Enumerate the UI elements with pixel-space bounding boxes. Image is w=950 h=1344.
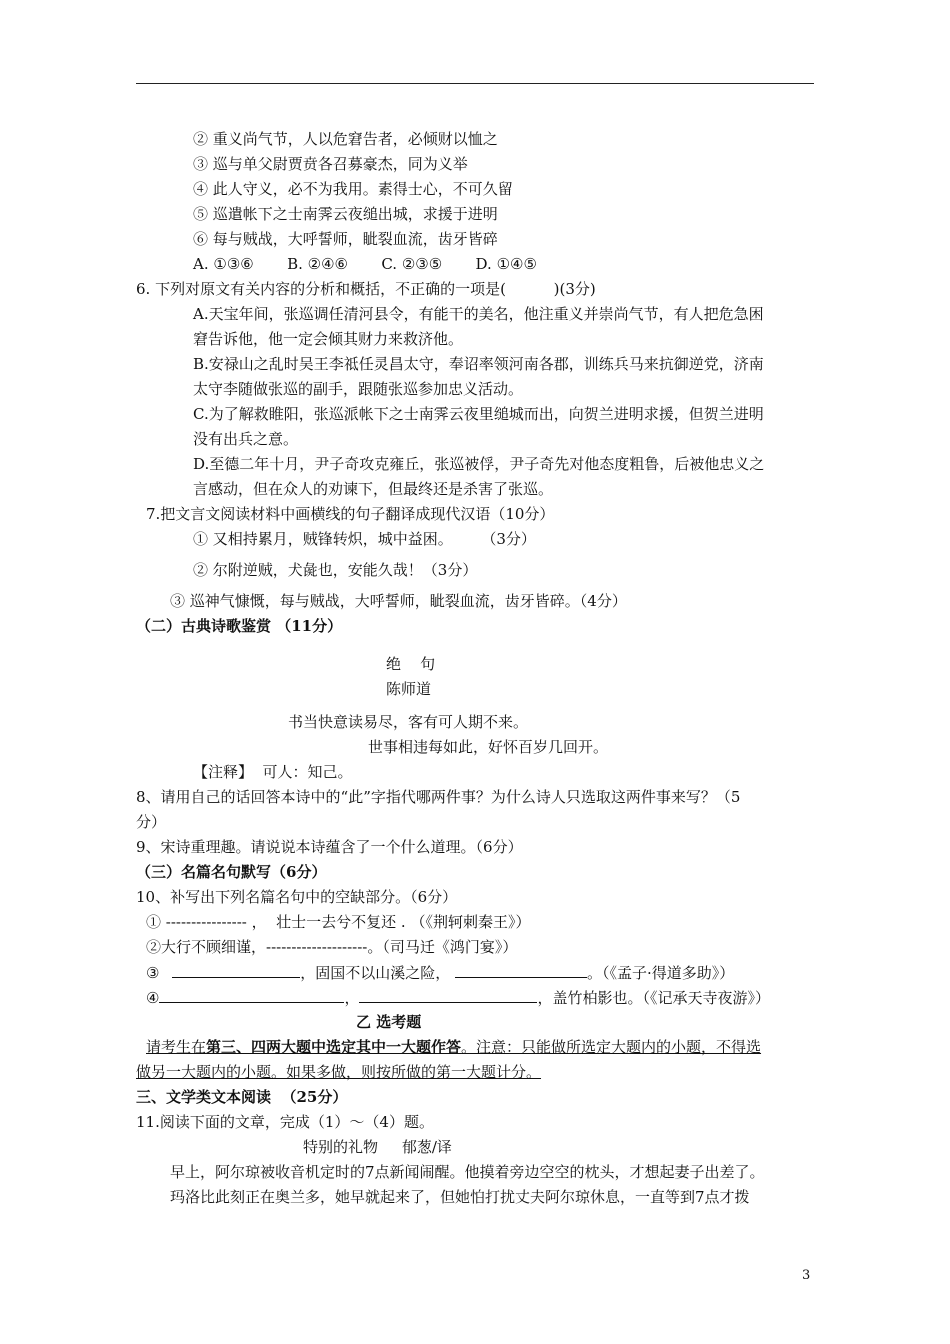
- option-6: ⑥ 每与贼战，大呼誓师，眦裂血流，齿牙皆碎: [193, 230, 498, 248]
- question-8-line2: 分）: [136, 813, 167, 831]
- q7-sentence-1: ① 又相持累月，贼锋转炽，城中益困。 （3分）: [193, 530, 536, 548]
- question-11-stem: 11.阅读下面的文章，完成（1）～（4）题。: [136, 1113, 434, 1131]
- recitation-4: ④ ， ，盖竹柏影也。（《记承天寺夜游》）: [146, 986, 770, 1009]
- poem-line-2: 世事相违每如此，好怀百岁几回开。: [368, 738, 609, 756]
- poem-line-1: 书当快意读易尽，客有可人期不来。: [288, 713, 529, 731]
- answer-blank[interactable]: [172, 961, 300, 978]
- page-number: 3: [802, 1268, 811, 1283]
- question-10-stem: 10、补写出下列名篇名句中的空缺部分。（6分）: [136, 888, 458, 906]
- q6-option-d-line1: D.至德二年十月，尹子奇攻克雍丘，张巡被俘，尹子奇先对他态度粗鲁，后被他忠义之: [193, 455, 765, 473]
- header-rule: [136, 83, 814, 84]
- option-4: ④ 此人守义，必不为我用。素得士心，不可久留: [193, 180, 513, 198]
- instruction-line-2: 做另一大题内的小题。如果多做，则按所做的第一大题计分。: [136, 1063, 542, 1081]
- q6-option-a-line1: A.天宝年间，张巡调任清河县令，有能干的美名，他注重义并崇尚气节，有人把危急困: [193, 305, 764, 323]
- answer-blank[interactable]: [455, 961, 587, 978]
- question-9: 9、宋诗重理趣。请说说本诗蕴含了一个什么道理。（6分）: [136, 838, 523, 856]
- poem-note: 【注释】 可人：知己。: [193, 763, 353, 781]
- answer-blank[interactable]: [359, 986, 537, 1003]
- q6-option-a-line2: 窘告诉他，他一定会倾其财力来救济他。: [193, 330, 464, 348]
- option-3: ③ 巡与单父尉贾贲各召募豪杰，同为义举: [193, 155, 468, 173]
- q6-option-b-line1: B.安禄山之乱时吴王李祗任灵昌太守，奉诏率领河南各郡，训练兵马来抗御逆党，济南: [193, 355, 764, 373]
- part-b-title: 乙 选考题: [356, 1013, 422, 1031]
- choice-line: A. ①③⑥ B. ②④⑥ C. ②③⑤ D. ①④⑤: [193, 255, 537, 273]
- section-2-heading: （二）古典诗歌鉴赏 （11分）: [136, 617, 343, 635]
- poem-title: 绝 句: [386, 655, 436, 673]
- question-6-stem: 6. 下列对原文有关内容的分析和概括，不正确的一项是( )(3分): [136, 280, 596, 298]
- question-8-line1: 8、请用自己的话回答本诗中的“此”字指代哪两件事？为什么诗人只选取这两件事来写？（5: [136, 788, 741, 806]
- option-5: ⑤ 巡遣帐下之士南霁云夜缒出城，求援于进明: [193, 205, 498, 223]
- story-title: 特别的礼物 郁葱/译: [303, 1138, 452, 1156]
- q7-sentence-2: ② 尔附逆贼，犬彘也，安能久哉！（3分）: [193, 561, 478, 579]
- answer-blank[interactable]: [159, 986, 344, 1003]
- poem-author: 陈师道: [386, 680, 432, 698]
- q6-option-d-line2: 言感动，但在众人的劝谏下，但最终还是杀害了张巡。: [193, 480, 554, 498]
- section-4-heading: 三、文学类文本阅读 （25分）: [136, 1088, 348, 1106]
- q7-sentence-3: ③ 巡神气慷慨，每与贼战，大呼誓师，眦裂血流，齿牙皆碎。（4分）: [170, 592, 627, 610]
- recitation-3: ③ ，固国不以山溪之险， 。（《孟子·得道多助》）: [146, 961, 734, 984]
- story-paragraph-2: 玛洛比此刻正在奥兰多，她早就起来了，但她怕打扰丈夫阿尔琼休息，一直等到7点才拨: [170, 1188, 750, 1206]
- q6-option-b-line2: 太守李随做张巡的副手，跟随张巡参加忠义活动。: [193, 380, 524, 398]
- story-paragraph-1: 早上，阿尔琼被收音机定时的7点新闻闹醒。他摸着旁边空空的枕头，才想起妻子出差了。: [170, 1163, 765, 1181]
- section-3-heading: （三）名篇名句默写（6分）: [136, 863, 327, 881]
- option-2: ② 重义尚气节，人以危窘告者，必倾财以恤之: [193, 130, 498, 148]
- recitation-1: ① ---------------- ， 壮士一去兮不复还 . （《荆轲刺秦王》）: [146, 913, 531, 931]
- instruction-line-1: 请考生在第三、四两大题中选定其中一大题作答。注意：只能做所选定大题内的小题，不得选: [146, 1038, 762, 1056]
- q6-option-c-line2: 没有出兵之意。: [193, 430, 299, 448]
- question-7-stem: 7.把文言文阅读材料中画横线的句子翻译成现代汉语（10分）: [146, 505, 555, 523]
- q6-option-c-line1: C.为了解救睢阳，张巡派帐下之士南霁云夜里缒城而出，向贺兰进明求援，但贺兰进明: [193, 405, 764, 423]
- recitation-2: ②大行不顾细谨，--------------------。（司马迁《鸿门宴》）: [146, 938, 518, 956]
